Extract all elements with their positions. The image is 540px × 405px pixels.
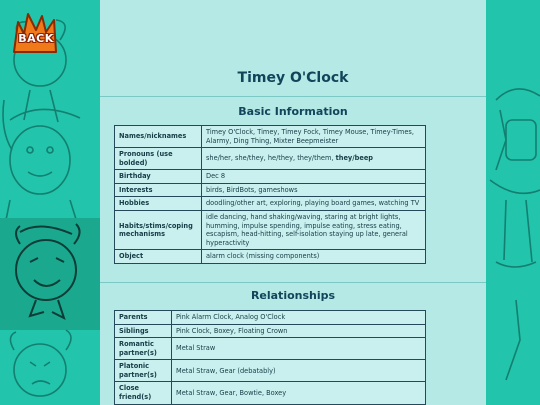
table-row — [115, 382, 426, 404]
table-row — [115, 148, 426, 170]
row-key: Object — [115, 250, 202, 264]
content-column — [100, 0, 486, 405]
row-key: Names/nicknames — [115, 126, 202, 148]
back-label: BACK — [18, 32, 54, 45]
table-row — [115, 170, 426, 184]
row-value: idle dancing, hand shaking/waving, staring at bright lights, humming, impulse spending, impulse eating, stress eating, escapism, head-hitting, self-isolation staying up late, general hyperactivity — [202, 210, 426, 249]
row-key: Romantic partner(s) — [115, 338, 172, 360]
table-row — [115, 311, 426, 325]
row-key: Close friend(s) — [115, 382, 172, 404]
row-key: Pronouns (use bolded) — [115, 148, 202, 170]
row-value: Metal Straw — [172, 338, 426, 360]
table-row — [115, 126, 426, 148]
row-key: Interests — [115, 183, 202, 197]
row-value: Dec 8 — [202, 170, 426, 184]
pronoun-list: she/her, she/they, he/they, they/them, — [206, 154, 334, 163]
row-value: Timey O'Clock, Timey, Timey Fock, Timey Mouse, Timey-Times, Alarmy, Ding Thing, Mixter Beepmeister — [202, 126, 426, 148]
table-row — [115, 183, 426, 197]
row-key: Habits/stims/coping mechanisms — [115, 210, 202, 249]
row-value: Pink Clock, Boxey, Floating Crown — [172, 324, 426, 338]
row-value: alarm clock (missing components) — [202, 250, 426, 264]
divider — [100, 96, 486, 97]
row-key: Siblings — [115, 324, 172, 338]
row-value: Metal Straw, Gear (debatably) — [172, 360, 426, 382]
table-row — [115, 324, 426, 338]
row-key: Platonic partner(s) — [115, 360, 172, 382]
divider — [100, 282, 486, 283]
row-key: Hobbies — [115, 197, 202, 211]
relationships-table — [114, 310, 426, 405]
basic-info-table — [114, 125, 426, 264]
left-decoration-panel — [0, 0, 100, 405]
right-decoration-panel — [486, 0, 540, 405]
row-value: birds, BirdBots, gameshows — [202, 183, 426, 197]
row-key: Birthday — [115, 170, 202, 184]
clock-sketch-illustration — [0, 0, 100, 405]
row-value — [202, 148, 426, 170]
table-row — [115, 250, 426, 264]
table-row — [115, 360, 426, 382]
robot-sketch-illustration — [486, 0, 540, 405]
relationships-heading: Relationships — [250, 289, 336, 302]
basic-info-heading: Basic Information — [238, 105, 348, 118]
table-row — [115, 338, 426, 360]
row-value: doodling/other art, exploring, playing board games, watching TV — [202, 197, 426, 211]
row-value: Pink Alarm Clock, Analog O'Clock — [172, 311, 426, 325]
row-key: Parents — [115, 311, 172, 325]
page-title: Timey O'Clock — [237, 70, 349, 86]
row-value: Metal Straw, Gear, Bowtie, Boxey — [172, 382, 426, 404]
table-row — [115, 210, 426, 249]
preferred-pronoun: they/beep — [335, 154, 374, 163]
table-row — [115, 197, 426, 211]
back-button[interactable] — [10, 12, 60, 56]
